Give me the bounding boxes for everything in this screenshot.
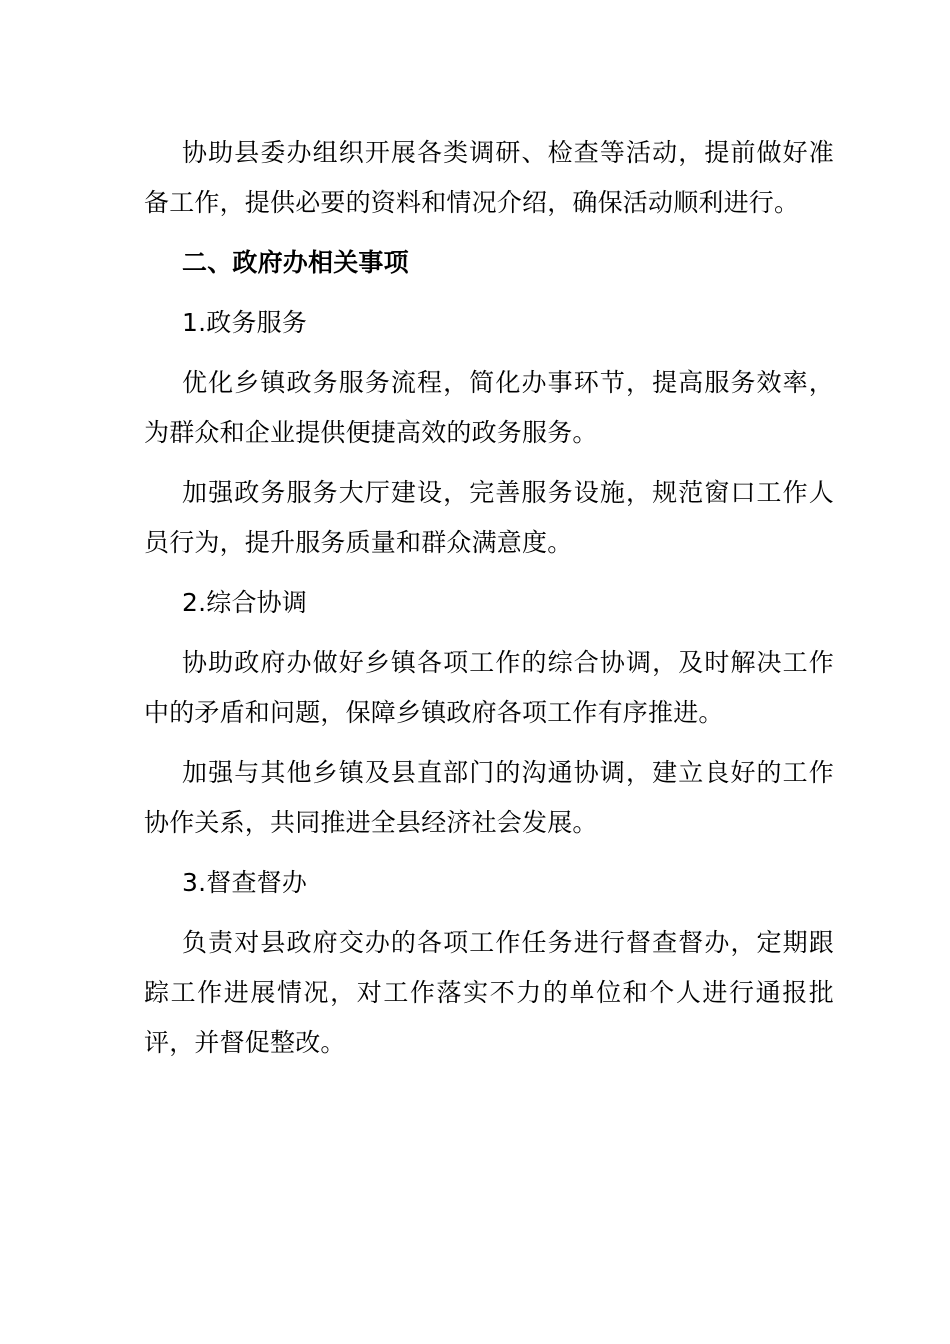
paragraph-service-hall: 加强政务服务大厅建设，完善服务设施，规范窗口工作人员行为，提升服务质量和群众满意度。 (144, 478, 834, 557)
subheading-government-services: 1.政务服务 (182, 308, 308, 337)
document-body (144, 128, 834, 1078)
subheading-supervision: 3.督查督办 (182, 868, 308, 897)
section-heading-government-office: 二、政府办相关事项 (182, 248, 409, 277)
paragraph-research-support: 协助县委办组织开展各类调研、检查等活动，提前做好准备工作，提供必要的资料和情况介绍，确保活动顺利进行。 (144, 138, 834, 217)
paragraph-supervision-duties: 负责对县政府交办的各项工作任务进行督查督办，定期跟踪工作进展情况，对工作落实不力的单位和个人进行通报批评，并督促整改。 (144, 928, 834, 1057)
paragraph-assist-coordination: 协助政府办做好乡镇各项工作的综合协调，及时解决工作中的矛盾和问题，保障乡镇政府各项工作有序推进。 (144, 648, 834, 727)
paragraph-optimize-services: 优化乡镇政务服务流程，简化办事环节，提高服务效率，为群众和企业提供便捷高效的政务服务。 (144, 368, 834, 447)
paragraph-communication: 加强与其他乡镇及县直部门的沟通协调，建立良好的工作协作关系，共同推进全县经济社会发展。 (144, 758, 834, 837)
subheading-coordination: 2.综合协调 (182, 588, 308, 617)
